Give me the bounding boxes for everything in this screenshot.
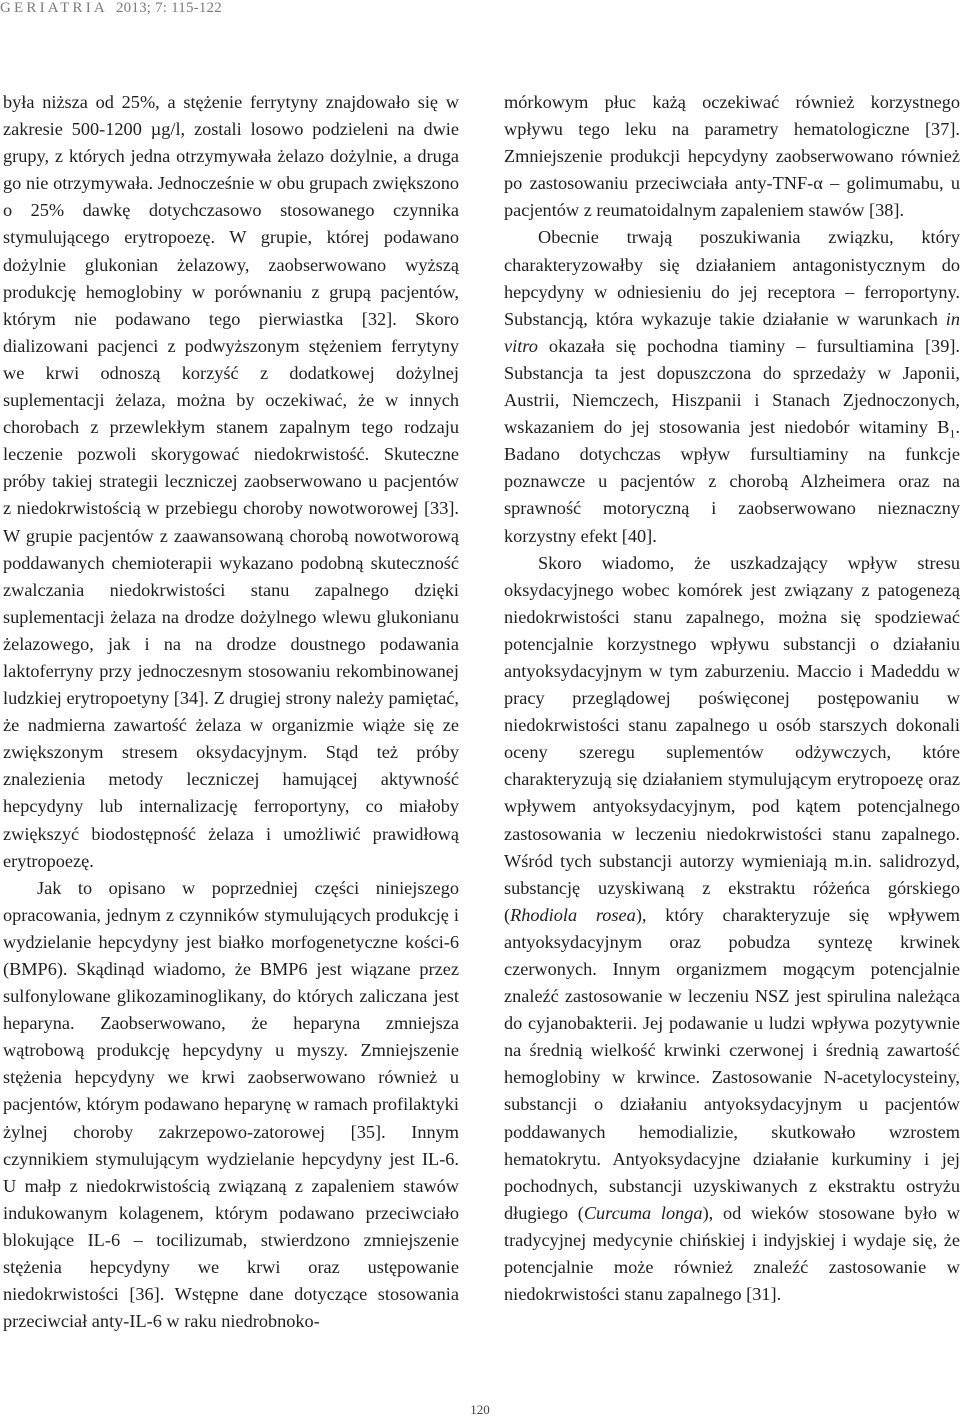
right-paragraph-2-text-a: Obecnie trwają poszukiwania związku, który charakteryzowałby się działaniem antagonistycznym do hepcydyny w odniesieniu do jej receptora – ferroportyny. Substancją, która wykazuje takie działanie w warunkach bbox=[504, 227, 960, 329]
right-paragraph-1-text: mórkowym płuc każą oczekiwać również korzystnego wpływu tego leku na parametry hematologiczne [37]. Zmniejszenie produkcji hepcydyny zaobserwowano również po zastosowaniu przeciwciała anty-TNF-α – golimumabu, u pacjentów z reumatoidalnym zapaleniem stawów [38]. bbox=[504, 92, 960, 221]
right-paragraph-3-text-c: ), od wieków stosowane było w tradycyjnej medycynie chińskiej i indyjskiej i wydaje się, że potencjalnie może również znaleźć zastosowanie w niedokrwistości stanu zapalnego [31]. bbox=[504, 1202, 960, 1305]
page-number: 120 bbox=[470, 1402, 490, 1417]
left-column bbox=[3, 89, 459, 1335]
running-header bbox=[0, 0, 960, 16]
right-paragraph-3-text-a: Skoro wiadomo, że uszkadzający wpływ stresu oksydacyjnego wobec komórek jest związany z patogenezą niedokrwistości stanu zapalnego, można się spodziewać potencjalnie korzystnego wpływu substancji o działaniu antyoksydacyjnym w tym zaburzeniu. Maccio i Madeddu w pracy przeglądowej poświęconej postępowaniu w niedokrwistości stanu zapalnego u osób starszych dokonali oceny szeregu suplementów odżywczych, które charakteryzują się działaniem stymulującym erytropoezę oraz wpływem antyoksydacyjnym, pod kątem potencjalnego zastosowania w leczeniu niedokrwistości stanu zapalnego. Wśród tych substancji autorzy wymieniają m.in. salidrozyd, substancję uzyskiwaną z ekstraktu różeńca górskiego ( bbox=[504, 552, 960, 925]
left-paragraph-2-text: Jak to opisano w poprzedniej części niniejszego opracowania, jednym z czynników stymulujących produkcję i wydzielanie hepcydyny jest białko morfogenetyczne kości-6 (BMP6). Skądinąd wiadomo, że BMP6 jest wiązane przez sulfonylowane glikozaminoglikany, do których zaliczana jest heparyna. Zaobserwowano, że heparyna zmniejsza wątrobową produkcję hepcydyny u myszy. Zmniejszenie stężenia hepcydyny we krwi zaobserwowano również u pacjentów, którym podawano heparynę w ramach profilaktyki żylnej choroby zakrzepowo-zatorowej [35]. Innym czynnikiem stymulującym wydzielanie hepcydyny jest IL-6. U małp z niedokrwistością związaną z zapaleniem stawów indukowanym kolagenem, którym podawano przeciwciało blokujące IL-6 – tocilizumab, stwierdzono zmniejszenie stężenia hepcydyny we krwi oraz ustępowanie niedokrwistości [36]. Wstępne dane dotyczące stosowania przeciwciał anty-IL-6 w raku niedrobnoko- bbox=[3, 877, 459, 1332]
left-paragraph-2 bbox=[3, 875, 459, 1336]
left-paragraph-1 bbox=[3, 89, 459, 875]
right-paragraph-2-text-c: . Badano dotychczas wpływ fursultiaminy na funkcje poznawcze u pacjentów z chorobą Alzheimera oraz na sprawność motoryczną i zaobserwowano nieznaczny korzystny efekt [40]. bbox=[504, 417, 960, 546]
right-paragraph-3-text-b: ), który charakteryzuje się wpływem antyoksydacyjnym oraz pobudza syntezę krwinek czerwonych. Innym organizmem mogącym potencjalnie znaleźć zastosowanie w leczeniu NSZ jest spirulina należąca do cyjanobakterii. Jej podawanie u ludzi wpływa pozytywnie na średnią wielkość krwinki czerwonej i średnią zawartość hemoglobiny w krwince. Zastosowanie N-acetylocysteiny, substancji o działaniu antyoksydacyjnym u pacjentów poddawanych hemodializie, skutkowało wzrostem hematokrytu. Antyoksydacyjne działanie kurkuminy i jej pochodnych, substancji uzyskiwanych z ekstraktu ostryżu długiego ( bbox=[504, 904, 960, 1223]
right-paragraph-3 bbox=[504, 550, 960, 1309]
rhodiola-term: Rhodiola rosea bbox=[510, 904, 636, 925]
right-column bbox=[504, 89, 960, 1308]
right-paragraph-2 bbox=[504, 224, 960, 549]
in-vitro-term: in vitro bbox=[504, 308, 960, 356]
right-paragraph-1 bbox=[504, 89, 960, 224]
left-paragraph-1-text: była niższa od 25%, a stężenie ferrytyny znajdowało się w zakresie 500-1200 µg/l, zostali losowo podzieleni na dwie grupy, z których jedna otrzymywała żelazo dożylnie, a druga go nie otrzymywała. Jednocześnie w obu grupach zwiększono o 25% dawkę dotychczasowo stosowanego czynnika stymulującego erytropoezę. W grupie, której podawano dożylnie glukonian żelazowy, zaobserwowano wyższą produkcję hemoglobiny w porównaniu z grupą pacjentów, którym nie podawano tego pierwiastka [32]. Skoro dializowani pacjenci z podwyższonym stężeniem ferrytyny we krwi odnoszą korzyść z dodatkowej dożylnej suplementacji żelaza, można by oczekiwać, że w innych chorobach z przewlekłym stanem zapalnym tego rodzaju leczenie pozwoli skorygować niedokrwistość. Skuteczne próby takiej strategii leczniczej zaobserwowano u pacjentów z niedokrwistością w przebiegu choroby nowotworowej [33]. W grupie pacjentów z zaawansowaną chorobą nowotworową poddawanych chemioterapii wykazano podobną skuteczność zwalczania niedokrwistości stanu zapalnego dzięki suplementacji żelaza na drodze dożylnego wlewu glukonianu żelazowego, jak i na na drodze doustnego podawania laktoferryny przy jednoczesnym stosowaniu rekombinowanej ludzkiej erytropoetyny [34]. Z drugiej strony należy pamiętać, że nadmierna zawartość żelaza w organizmie wiąże się ze zwiększonym stresem oksydacyjnym. Stąd też próby znalezienia metody leczniczej hamującej aktywność hepcydyny lub internalizację ferroportyny, co miałoby zwiększyć biodostępność żelaza i umożliwić prawidłową erytropoezę. bbox=[3, 92, 459, 871]
vitamin-subscript: 1 bbox=[949, 426, 956, 441]
journal-issue: 2013; 7: 115-122 bbox=[115, 0, 222, 16]
journal-name: GERIATRIA bbox=[0, 0, 108, 16]
curcuma-term: Curcuma longa bbox=[583, 1202, 703, 1223]
right-paragraph-2-text-b: okazała się pochodna tiaminy – fursultiamina [39]. Substancja ta jest dopuszczona do sprzedaży w Japonii, Austrii, Niemczech, Hiszpanii i Stanach Zjednoczonych, wskazaniem do jej stosowania jest niedobór witaminy B bbox=[504, 335, 960, 438]
